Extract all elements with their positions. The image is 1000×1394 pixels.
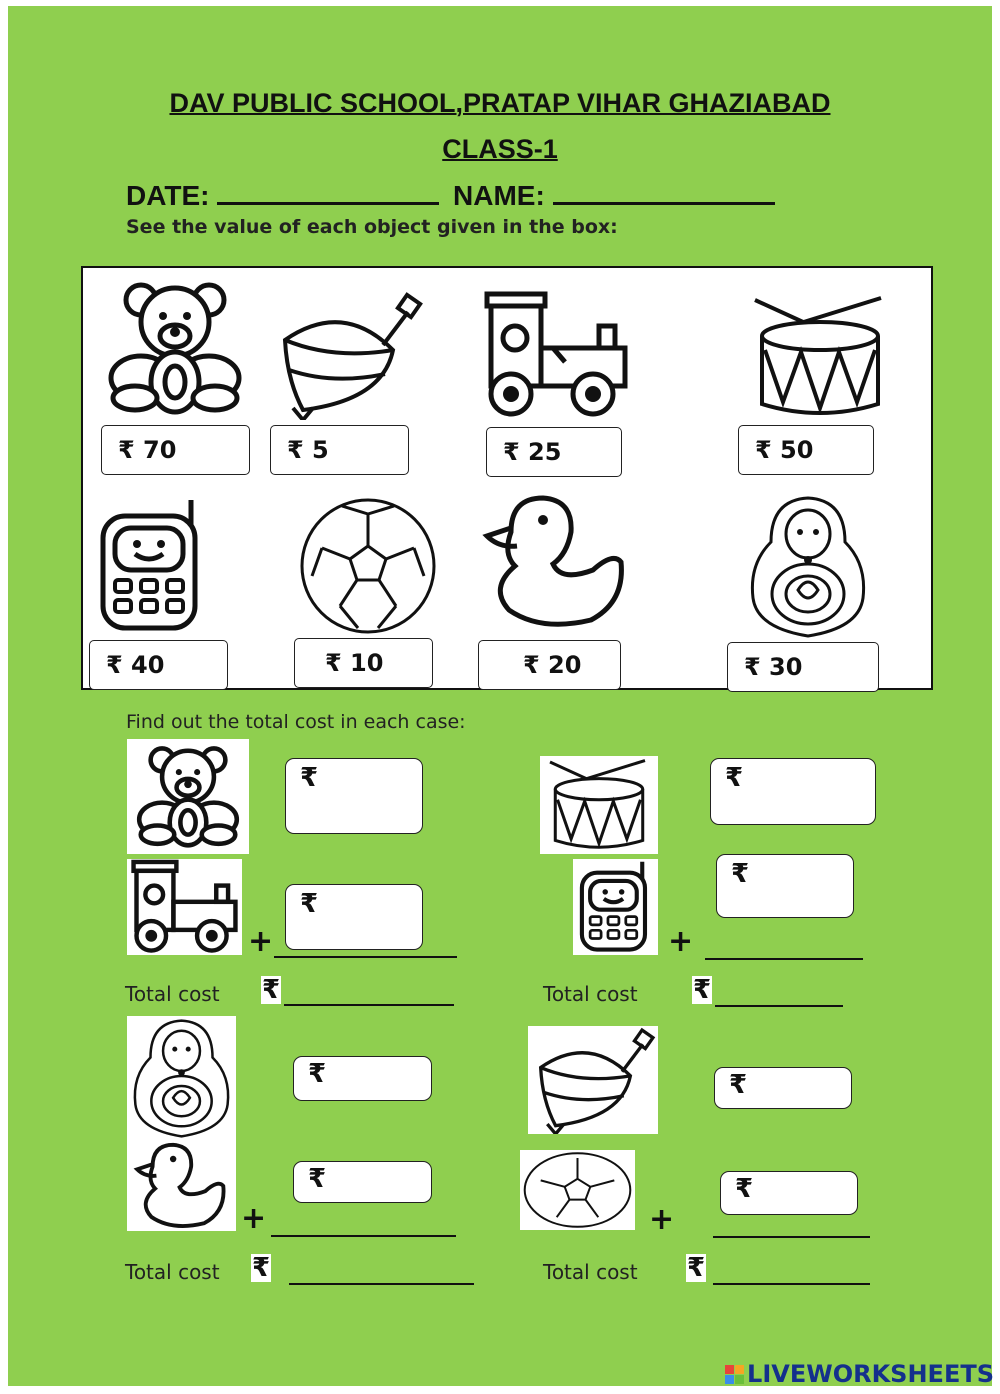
teddy-bear-icon xyxy=(127,739,249,854)
toy-phone-picture xyxy=(573,859,658,955)
toy-phone-icon xyxy=(97,496,207,636)
answer-box[interactable]: ₹ xyxy=(720,1171,858,1215)
sum-line xyxy=(274,956,457,958)
football-icon xyxy=(298,496,438,636)
rupee-symbol: ₹ xyxy=(687,1253,706,1283)
liveworksheets-logo: LIVEWORKSHEETS xyxy=(725,1360,994,1388)
toy-phone-icon xyxy=(573,859,658,955)
spinning-top-picture xyxy=(528,1026,658,1134)
answer-box[interactable]: ₹ xyxy=(293,1161,432,1203)
date-field[interactable] xyxy=(217,176,439,205)
total-cost-label: Total cost xyxy=(125,982,220,1006)
answer-box[interactable]: ₹ xyxy=(716,854,854,918)
answer-box[interactable]: ₹ xyxy=(285,884,423,950)
price-tag: ₹ 25 xyxy=(486,427,622,477)
name-label: NAME: xyxy=(453,180,545,211)
date-name-row xyxy=(126,176,775,212)
rupee-symbol: ₹ xyxy=(252,1253,271,1283)
price-tag: ₹ 40 xyxy=(89,640,228,690)
answer-box[interactable]: ₹ xyxy=(293,1056,432,1101)
plus-sign: + xyxy=(649,1202,675,1237)
total-cost-field[interactable] xyxy=(715,1005,843,1007)
class-label: CLASS-1 xyxy=(442,134,558,164)
football-picture xyxy=(520,1150,635,1230)
name-field[interactable] xyxy=(553,176,775,205)
spinning-top-icon xyxy=(273,290,423,420)
price-tag: ₹ 30 xyxy=(727,642,879,692)
price-tag: ₹ 70 xyxy=(101,425,250,475)
doll-icon xyxy=(127,1016,236,1141)
total-cost-label: Total cost xyxy=(543,982,638,1006)
plus-sign: + xyxy=(668,924,694,959)
plus-sign: + xyxy=(248,924,274,959)
sum-line xyxy=(271,1235,456,1237)
toy-train-picture xyxy=(127,859,242,955)
drum-picture xyxy=(540,756,658,854)
duck-picture xyxy=(127,1141,236,1231)
duck-icon xyxy=(481,492,631,632)
sum-line xyxy=(705,958,863,960)
answer-box[interactable]: ₹ xyxy=(285,758,423,834)
task-instruction: Find out the total cost in each case: xyxy=(126,711,466,733)
price-tag: ₹ 5 xyxy=(270,425,409,475)
school-title: DAV PUBLIC SCHOOL,PRATAP VIHAR GHAZIABAD xyxy=(169,88,831,118)
date-label: DATE: xyxy=(126,180,210,211)
logo-icon xyxy=(725,1365,744,1384)
teddy-bear-icon xyxy=(95,278,255,418)
drum-icon xyxy=(540,756,658,854)
instruction-text: See the value of each object given in the box: xyxy=(126,216,618,238)
answer-box[interactable]: ₹ xyxy=(714,1067,852,1109)
duck-icon xyxy=(127,1141,236,1231)
price-tag: ₹ 10 xyxy=(294,638,433,688)
price-tag: ₹ 50 xyxy=(738,425,874,475)
rupee-symbol: ₹ xyxy=(693,975,712,1005)
answer-box[interactable]: ₹ xyxy=(710,758,876,825)
toy-train-icon xyxy=(481,290,631,420)
doll-picture xyxy=(127,1016,236,1141)
plus-sign: + xyxy=(241,1201,267,1236)
football-icon xyxy=(520,1150,635,1230)
worksheet-page xyxy=(8,6,992,1386)
price-tag: ₹ 20 xyxy=(478,640,621,690)
price-list-box xyxy=(81,266,933,690)
total-cost-field[interactable] xyxy=(284,1004,454,1006)
total-cost-field[interactable] xyxy=(713,1283,870,1285)
drum-icon xyxy=(745,292,895,422)
sum-line xyxy=(713,1236,870,1238)
total-cost-label: Total cost xyxy=(543,1260,638,1284)
doll-icon xyxy=(743,494,873,640)
total-cost-label: Total cost xyxy=(125,1260,220,1284)
spinning-top-icon xyxy=(528,1026,658,1134)
teddy-bear-picture xyxy=(127,739,249,854)
rupee-symbol: ₹ xyxy=(262,975,281,1005)
toy-train-icon xyxy=(127,859,242,955)
total-cost-field[interactable] xyxy=(289,1283,474,1285)
